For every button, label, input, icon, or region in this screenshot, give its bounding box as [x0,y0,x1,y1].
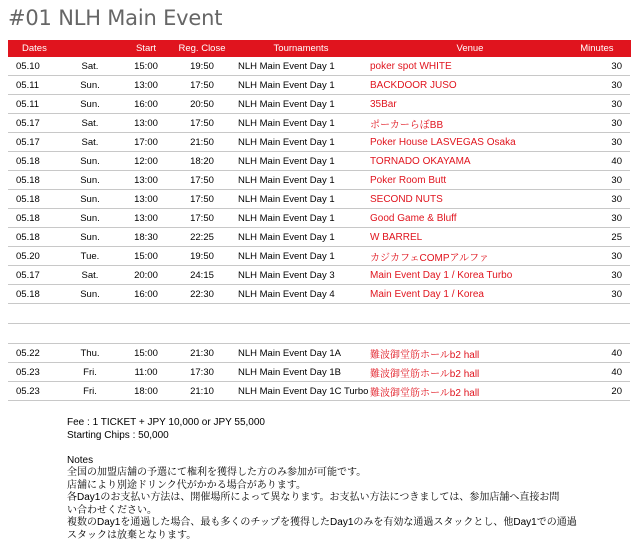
empty-cell [570,304,630,324]
empty-cell [120,324,172,344]
cell-minutes: 40 [570,363,630,382]
header-minutes: Minutes [570,40,630,57]
table-row [8,363,630,382]
cell-date: 05.18 [8,171,60,190]
cell-day: Sun. [60,285,120,304]
cell-reg-close: 20:50 [172,95,232,114]
cell-day: Fri. [60,363,120,382]
table-row [8,247,630,266]
empty-cell [120,304,172,324]
cell-venue: ポーカーらぼBB [370,114,570,133]
cell-tournament: NLH Main Event Day 1 [232,57,370,76]
cell-date: 05.17 [8,266,60,285]
empty-cell [370,304,570,324]
cell-start: 15:00 [120,247,172,266]
empty-cell [60,324,120,344]
cell-start: 13:00 [120,114,172,133]
table-row [8,152,630,171]
cell-tournament: NLH Main Event Day 1 [232,247,370,266]
cell-venue: Poker House LASVEGAS Osaka [370,133,570,152]
cell-tournament: NLH Main Event Day 1 [232,114,370,133]
cell-tournament: NLH Main Event Day 1 [232,228,370,247]
cell-day: Sun. [60,95,120,114]
table-header-row [8,40,630,57]
page-title: #01 NLH Main Event [8,6,223,30]
cell-tournament: NLH Main Event Day 1 [232,133,370,152]
empty-cell [8,304,60,324]
cell-reg-close: 21:30 [172,344,232,363]
cell-date: 05.18 [8,152,60,171]
cell-minutes: 30 [570,171,630,190]
cell-minutes: 30 [570,114,630,133]
cell-minutes: 25 [570,228,630,247]
empty-cell [8,324,60,344]
table-row [8,228,630,247]
cell-day: Sat. [60,133,120,152]
cell-minutes: 30 [570,266,630,285]
cell-start: 13:00 [120,209,172,228]
table-row [8,133,630,152]
cell-start: 12:00 [120,152,172,171]
cell-day: Sun. [60,228,120,247]
cell-start: 16:00 [120,285,172,304]
cell-reg-close: 17:50 [172,114,232,133]
fee-text: Fee : 1 TICKET + JPY 10,000 or JPY 55,000 [67,417,265,428]
header-start: Start [120,40,172,57]
cell-day: Sun. [60,171,120,190]
cell-date: 05.17 [8,114,60,133]
empty-cell [60,304,120,324]
cell-reg-close: 17:50 [172,76,232,95]
cell-venue: Main Event Day 1 / Korea Turbo [370,266,570,285]
cell-venue: poker spot WHITE [370,57,570,76]
header-dates: Dates [8,40,60,57]
cell-reg-close: 17:50 [172,171,232,190]
header-venue: Venue [370,40,570,57]
cell-tournament: NLH Main Event Day 1 [232,95,370,114]
cell-date: 05.11 [8,95,60,114]
header-tournaments: Tournaments [232,40,370,57]
cell-date: 05.23 [8,363,60,382]
cell-reg-close: 21:50 [172,133,232,152]
cell-start: 15:00 [120,344,172,363]
cell-reg-close: 22:30 [172,285,232,304]
schedule-table [8,40,631,401]
note-line: スタックは放棄となります。 [67,529,197,541]
table-row [8,57,630,76]
gap-row [8,304,630,324]
event-info [67,417,577,542]
cell-start: 13:00 [120,190,172,209]
cell-tournament: NLH Main Event Day 1 [232,209,370,228]
table-row [8,344,630,363]
cell-venue: TORNADO OKAYAMA [370,152,570,171]
cell-day: Sun. [60,209,120,228]
cell-tournament: NLH Main Event Day 1 [232,76,370,95]
cell-reg-close: 21:10 [172,382,232,401]
cell-venue: 35Bar [370,95,570,114]
cell-tournament: NLH Main Event Day 1C Turbo [232,382,370,401]
cell-day: Sun. [60,152,120,171]
note-line: 全国の加盟店舗の予選にて権利を獲得した方のみ参加が可能です。 [67,467,367,478]
cell-venue: Poker Room Butt [370,171,570,190]
cell-day: Sat. [60,266,120,285]
cell-tournament: NLH Main Event Day 1B [232,363,370,382]
cell-minutes: 20 [570,382,630,401]
empty-cell [232,324,370,344]
cell-minutes: 30 [570,285,630,304]
cell-day: Tue. [60,247,120,266]
starting-chips-text: Starting Chips : 50,000 [67,429,169,441]
cell-start: 18:30 [120,228,172,247]
cell-minutes: 30 [570,76,630,95]
cell-start: 18:00 [120,382,172,401]
cell-date: 05.23 [8,382,60,401]
cell-reg-close: 22:25 [172,228,232,247]
cell-date: 05.10 [8,57,60,76]
empty-cell [370,324,570,344]
notes-title: Notes [67,454,94,466]
cell-venue: Main Event Day 1 / Korea [370,285,570,304]
cell-tournament: NLH Main Event Day 1 [232,190,370,209]
empty-cell [172,304,232,324]
empty-cell [172,324,232,344]
cell-start: 13:00 [120,171,172,190]
cell-tournament: NLH Main Event Day 3 [232,266,370,285]
cell-minutes: 30 [570,95,630,114]
cell-tournament: NLH Main Event Day 1A [232,344,370,363]
cell-tournament: NLH Main Event Day 4 [232,285,370,304]
cell-date: 05.11 [8,76,60,95]
cell-tournament: NLH Main Event Day 1 [232,171,370,190]
table-row [8,114,630,133]
cell-start: 17:00 [120,133,172,152]
empty-cell [232,304,370,324]
cell-day: Sun. [60,190,120,209]
cell-date: 05.22 [8,344,60,363]
cell-start: 11:00 [120,363,172,382]
table-row [8,95,630,114]
cell-reg-close: 17:30 [172,363,232,382]
cell-reg-close: 19:50 [172,247,232,266]
cell-day: Sat. [60,57,120,76]
note-line: い合わせください。 [67,504,157,516]
header-blank [60,40,120,57]
cell-venue: 難波御堂筋ホールb2 hall [370,382,570,401]
cell-day: Thu. [60,344,120,363]
note-line: 店舗により別途ドリンク代がかかる場合があります。 [67,479,306,491]
table-row [8,171,630,190]
cell-minutes: 30 [570,209,630,228]
cell-venue: Good Game & Bluff [370,209,570,228]
cell-date: 05.17 [8,133,60,152]
cell-minutes: 30 [570,190,630,209]
table-row [8,76,630,95]
cell-reg-close: 18:20 [172,152,232,171]
cell-venue: BACKDOOR JUSO [370,76,570,95]
cell-date: 05.18 [8,209,60,228]
header-reg-close: Reg. Close [172,40,232,57]
cell-tournament: NLH Main Event Day 1 [232,152,370,171]
cell-start: 13:00 [120,76,172,95]
cell-venue: 難波御堂筋ホールb2 hall [370,363,570,382]
note-line: 各Day1のお支払い方法は、開催場所によって異なります。お支払い方法につきましては、参加店舗へ直接お問 [67,492,560,503]
cell-venue: 難波御堂筋ホールb2 hall [370,344,570,363]
cell-minutes: 30 [570,133,630,152]
cell-reg-close: 17:50 [172,209,232,228]
table-row [8,382,630,401]
cell-day: Sat. [60,114,120,133]
cell-start: 15:00 [120,57,172,76]
cell-day: Sun. [60,76,120,95]
cell-venue: カジカフェCOMPアルファ [370,247,570,266]
cell-start: 20:00 [120,266,172,285]
table-row [8,209,630,228]
note-line: 複数のDay1を通過した場合、最も多くのチップを獲得したDay1のみを有効な通過スタックとし、他Day1での通過 [67,517,577,528]
cell-reg-close: 17:50 [172,190,232,209]
cell-minutes: 40 [570,344,630,363]
table-row [8,266,630,285]
cell-date: 05.18 [8,228,60,247]
cell-day: Fri. [60,382,120,401]
cell-minutes: 30 [570,247,630,266]
cell-date: 05.20 [8,247,60,266]
cell-minutes: 30 [570,57,630,76]
empty-cell [570,324,630,344]
table-row [8,190,630,209]
cell-reg-close: 24:15 [172,266,232,285]
gap-row [8,324,630,344]
table-row [8,285,630,304]
cell-date: 05.18 [8,285,60,304]
cell-start: 16:00 [120,95,172,114]
cell-venue: SECOND NUTS [370,190,570,209]
cell-date: 05.18 [8,190,60,209]
cell-venue: W BARREL [370,228,570,247]
cell-minutes: 40 [570,152,630,171]
cell-reg-close: 19:50 [172,57,232,76]
